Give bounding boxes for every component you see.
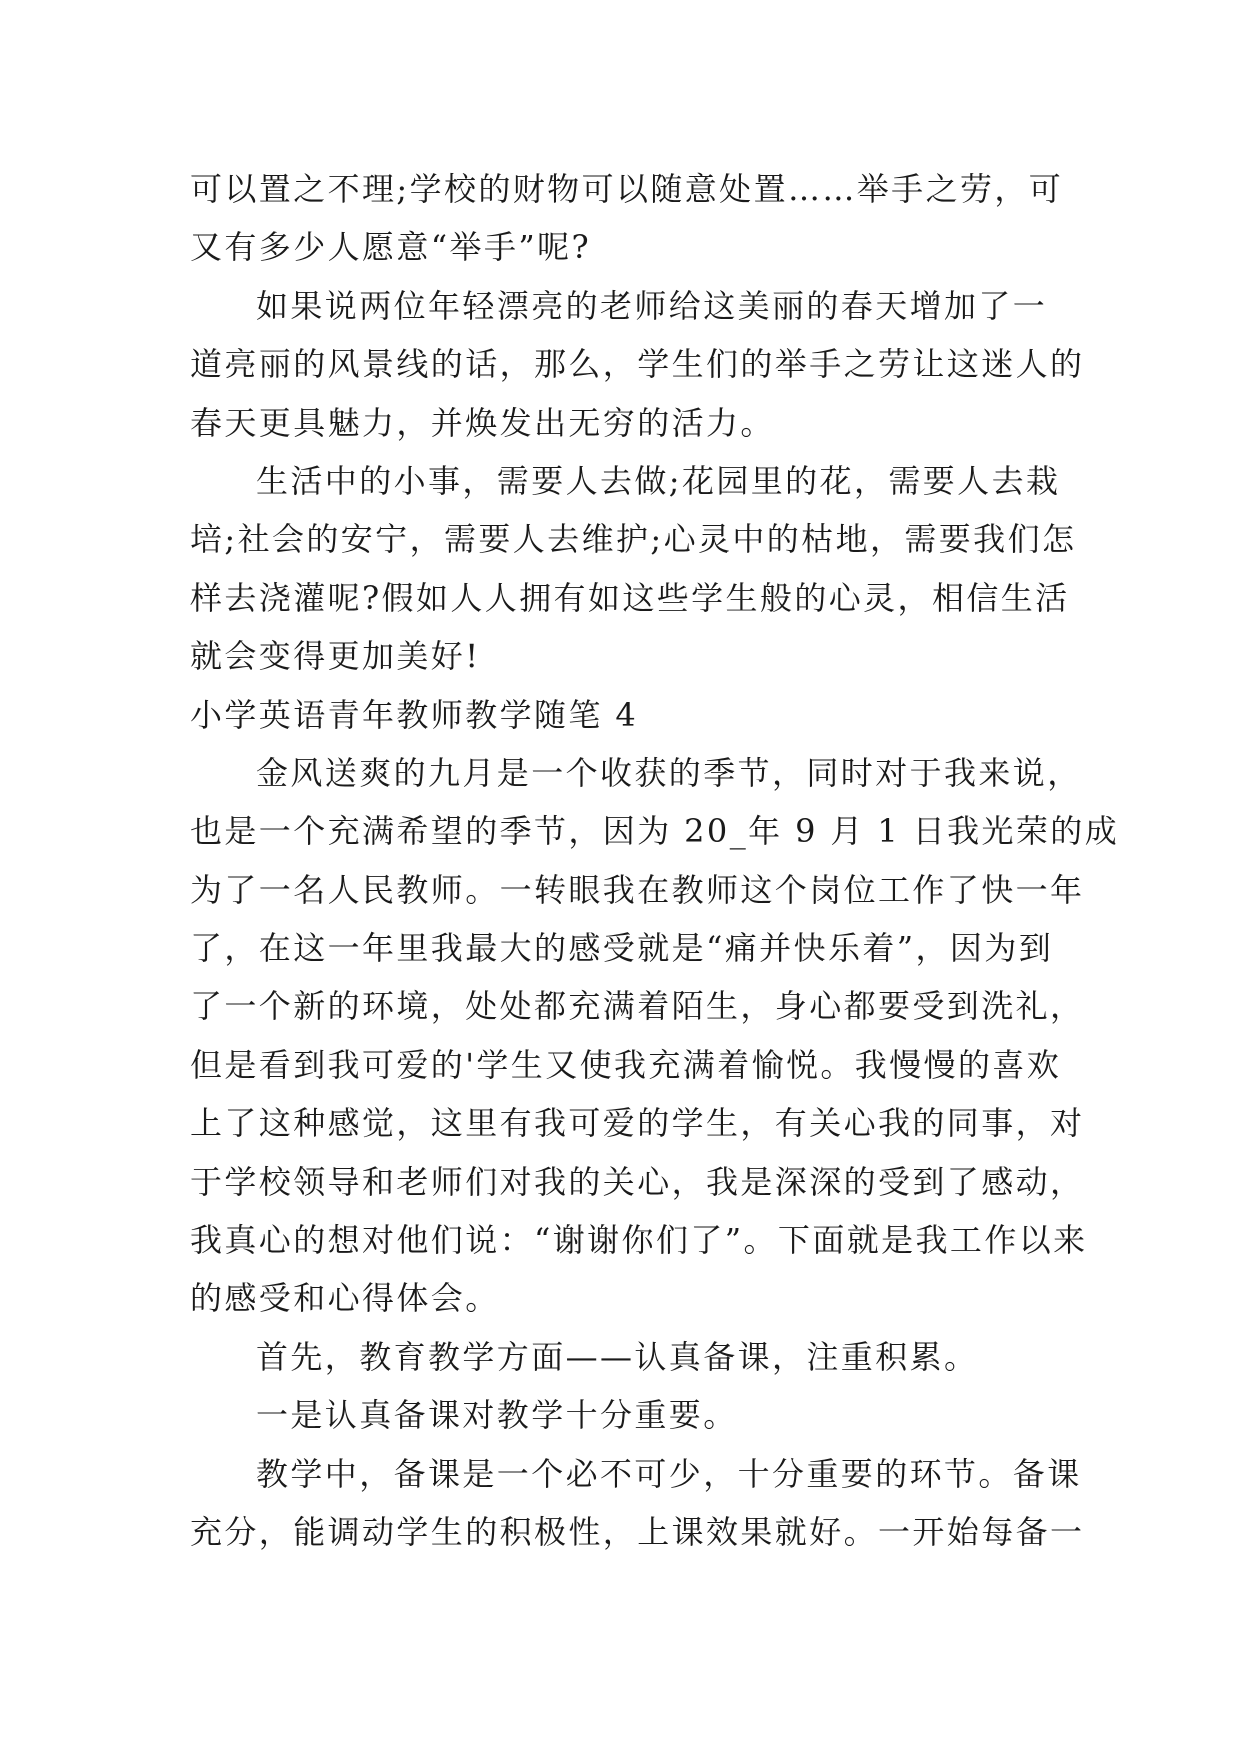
text-line: 于学校领导和老师们对我的关心，我是深深的受到了感动， (190, 1162, 1085, 1201)
text-line: 道亮丽的风景线的话，那么，学生们的举手之劳让这迷人的 (190, 345, 1085, 384)
text-line: 了一个新的环境，处处都充满着陌生，身心都要受到洗礼， (190, 987, 1085, 1026)
text-line: 生活中的小事，需要人去做;花园里的花，需要人去栽 (256, 461, 1061, 500)
text-line: 上了这种感觉，这里有我可爱的学生，有关心我的同事，对 (190, 1104, 1085, 1143)
text-line: 样去浇灌呢?假如人人拥有如这些学生般的心灵，相信生活 (190, 578, 1070, 617)
text-line: 了，在这一年里我最大的感受就是“痛并快乐着”，因为到 (190, 929, 1054, 968)
text-line: 的感受和心得体会。 (190, 1279, 500, 1318)
text-line: 首先，教育教学方面——认真备课，注重积累。 (256, 1337, 979, 1376)
section-heading: 小学英语青年教师教学随笔 4 (190, 695, 639, 734)
text-line: 可以置之不理;学校的财物可以随意处置……举手之劳，可 (190, 170, 1064, 208)
text-line: 但是看到我可爱的'学生又使我充满着愉悦。我慢慢的喜欢 (190, 1045, 1062, 1084)
text-line: 金风送爽的九月是一个收获的季节，同时对于我来说， (256, 753, 1082, 792)
body-text (190, 160, 1120, 1561)
text-line: 教学中，备课是一个必不可少，十分重要的环节。备课 (256, 1454, 1082, 1493)
text-line: 一是认真备课对教学十分重要。 (256, 1396, 738, 1435)
text-line: 就会变得更加美好! (190, 637, 481, 676)
text-line: 也是一个充满希望的季节，因为 20_年 9 月 1 日我光荣的成 (190, 812, 1120, 851)
text-line: 又有多少人愿意“举手”呢? (190, 228, 592, 267)
text-line: 如果说两位年轻漂亮的老师给这美丽的春天增加了一 (256, 286, 1048, 325)
text-line: 为了一名人民教师。一转眼我在教师这个岗位工作了快一年 (190, 870, 1085, 909)
text-line: 我真心的想对他们说：“谢谢你们了”。下面就是我工作以来 (190, 1221, 1088, 1260)
text-line: 充分，能调动学生的积极性，上课效果就好。一开始每备一 (190, 1512, 1085, 1551)
text-line: 春天更具魅力，并焕发出无穷的活力。 (190, 403, 775, 442)
text-line: 培;社会的安宁，需要人去维护;心灵中的枯地，需要我们怎 (190, 520, 1077, 559)
